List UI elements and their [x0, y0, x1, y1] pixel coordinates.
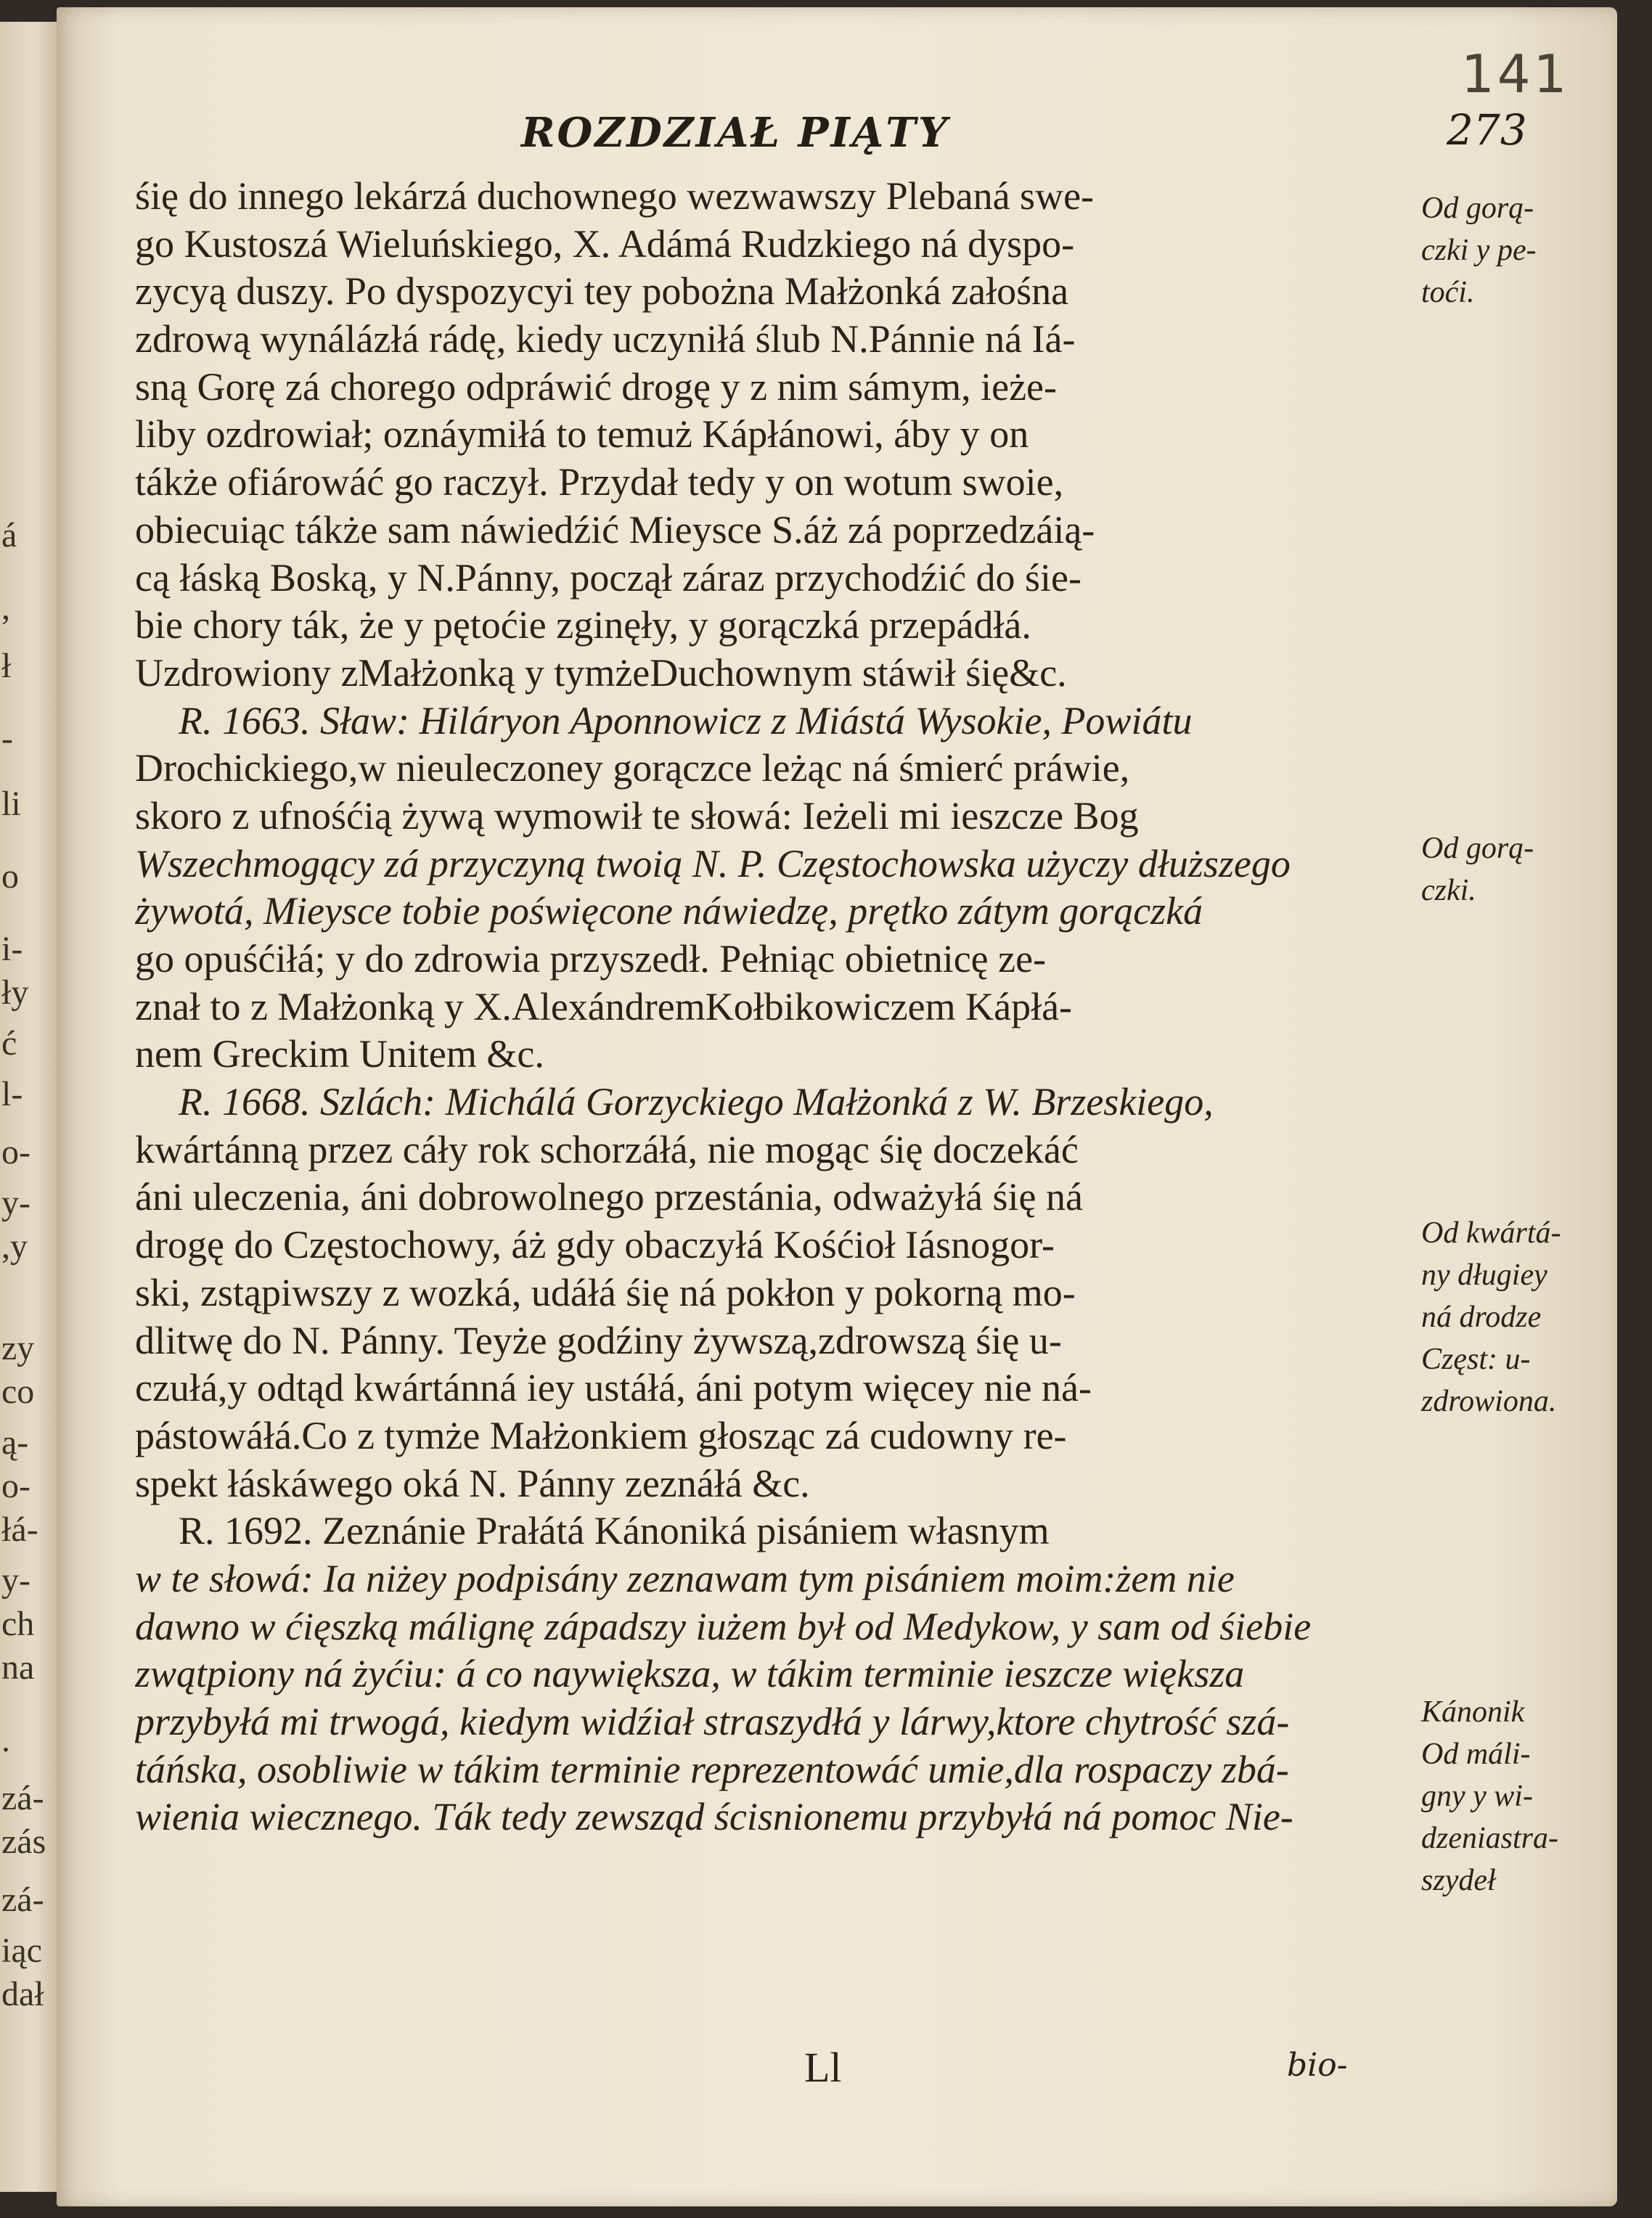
left-page-text-fragment: l-	[1, 1075, 23, 1113]
left-page-text-fragment: co	[1, 1372, 35, 1411]
text-line: śię do innego lekárzá duchownego wezwawszy Plebaná swe-	[135, 174, 1095, 218]
margin-note-line: ná drodze	[1421, 1301, 1542, 1334]
left-page-text-fragment: o-	[1, 1133, 30, 1171]
margin-note-line: zdrowiona.	[1421, 1385, 1557, 1418]
text-line: go opuśćiłá; y do zdrowia przyszedł. Pełniąc obietnicę ze-	[135, 937, 1047, 981]
text-line: znał to z Małżonką y X.AlexándremKołbikowiczem Kápłá-	[135, 984, 1073, 1028]
text-line: tákże ofiárowáć go raczył. Przydał tedy y on wotum swoie,	[135, 460, 1064, 504]
left-page-text-fragment: ,	[1, 589, 10, 627]
text-line: żywotá, Mieysce tobie poświęcone náwiedzę, prętko zátym gorączká	[135, 889, 1203, 933]
text-line: spekt łáskáwego oká N. Pánny zeznáłá &c.	[135, 1461, 810, 1505]
text-line: cą łáską Boską, y N.Pánny, począł záraz przychodźić do śie-	[135, 555, 1081, 599]
text-line: sną Gorę zá chorego odpráwić drogę y z nim sámym, ieże-	[135, 364, 1058, 409]
text-line: Drochickiego,w nieuleczoney gorączce leżąc ná śmierć práwie,	[135, 746, 1130, 790]
left-page-text-fragment: zás	[1, 1822, 46, 1861]
text-line: w te słowá: Ia niżey podpisány zeznawam tym pisániem moim:żem nie	[135, 1556, 1235, 1600]
text-line: dlitwę do N. Pánny. Teyże godźiny żywszą,zdrowszą śię u-	[135, 1318, 1062, 1362]
left-page-text-fragment: .	[1, 1721, 10, 1759]
left-page-text-fragment: dał	[1, 1975, 44, 2013]
margin-note-line: gny y wi-	[1421, 1780, 1533, 1813]
text-line: táńska, osobliwie w tákim terminie reprezentowáć umie,dla rospaczy zbá-	[135, 1747, 1289, 1791]
left-page-text-fragment: ły	[1, 973, 29, 1012]
left-page-text-fragment: ł	[1, 647, 12, 685]
margin-note-line: Od gorą-	[1421, 832, 1534, 865]
text-line: przybyłá mi trwogá, kiedym widźiał straszydłá y lárwy,ktore chytrość szá-	[135, 1700, 1290, 1743]
left-page-fragment	[0, 22, 57, 2192]
margin-note-line: ny długiey	[1421, 1259, 1547, 1292]
left-page-text-fragment: iąc	[1, 1931, 42, 1970]
text-line: zwątpiony ná żyćiu: á co naywiększa, w tákim terminie ieszcze większa	[135, 1652, 1245, 1696]
text-line: zdrową wynálázłá rádę, kiedy uczyniłá ślub N.Pánnie ná Iá-	[135, 317, 1076, 361]
left-page-text-fragment: na	[1, 1648, 35, 1687]
text-line: Uzdrowiony zMałżonką y tymżeDuchownym stáwił śię&c.	[135, 650, 1067, 695]
catchword: bio-	[1287, 2047, 1348, 2084]
left-page-text-fragment: -	[1, 719, 13, 758]
margin-note-line: toći.	[1421, 276, 1475, 309]
left-page-text-fragment: o-	[1, 1467, 30, 1505]
text-line: R. 1692. Zeznánie Prałátá Kánoniká pisániem własnym	[179, 1509, 1050, 1553]
margin-note-line: Kánonik	[1421, 1695, 1525, 1729]
margin-note-line: czki y pe-	[1421, 234, 1537, 267]
left-page-text-fragment: y-	[1, 1184, 30, 1222]
text-line: dawno w ćięszką málignę západszy iużem był od Medykow, y sam od śiebie	[135, 1604, 1312, 1648]
margin-note-line: Od máli-	[1421, 1738, 1531, 1771]
text-line: pástowáłá.Co z tymże Małżonkiem głosząc zá cudowny re-	[135, 1413, 1067, 1457]
body-text	[135, 173, 1420, 1841]
margin-note	[1421, 1691, 1595, 1902]
left-page-text-fragment: ,y	[1, 1227, 28, 1266]
text-line: áni uleczenia, áni dobrowolnego przestánia, odważyłá śię ná	[135, 1175, 1083, 1219]
text-line: czułá,y odtąd kwártánná iey ustáłá, áni potym więcey nie ná-	[135, 1366, 1092, 1410]
left-page-text-fragment: zy	[1, 1329, 35, 1367]
left-page-text-fragment: li	[1, 785, 21, 823]
left-page-text-fragment: i-	[1, 930, 23, 968]
text-line: drogę do Częstochowy, áż gdy obaczyłá Kośćioł Iásnogor-	[135, 1223, 1055, 1267]
bottom-edge	[57, 2206, 1617, 2218]
handwritten-page-number: 141	[1461, 44, 1570, 105]
text-line: R. 1668. Szlách: Michálá Gorzyckiego Małżonká z W. Brzeskiego,	[179, 1080, 1214, 1124]
margin-note-line: dzeniastra-	[1421, 1822, 1558, 1855]
book-page	[57, 7, 1617, 2206]
margin-note-line: czki.	[1421, 874, 1476, 907]
text-line: go Kustoszá Wieluńskiego, X. Adámá Rudzkiego ná dyspo-	[135, 221, 1075, 266]
left-page-text-fragment: o	[1, 857, 19, 896]
text-line: bie chory ták, że y pętoćie zginęły, y gorączká przepádłá.	[135, 603, 1031, 647]
left-page-text-fragment: ć	[1, 1024, 17, 1063]
margin-note-line: szydeł	[1421, 1864, 1496, 1897]
text-line: obiecuiąc tákże sam náwiedźić Mieysce S.áż zá poprzedzáią-	[135, 507, 1095, 552]
signature-mark: Ll	[804, 2044, 842, 2091]
margin-note	[1421, 827, 1595, 912]
text-line: kwártánną przez cáły rok schorzáłá, nie mogąc śię doczekáć	[135, 1127, 1079, 1171]
left-page-text-fragment: zá-	[1, 1881, 44, 1919]
left-page-text-fragment: á	[1, 516, 17, 554]
page-number: 273	[1447, 105, 1527, 155]
margin-note-line: Od gorą-	[1421, 192, 1534, 225]
text-line: R. 1663. Sław: Hiláryon Aponnowicz z Miástá Wysokie, Powiátu	[179, 698, 1193, 742]
left-page-text-fragment: łá-	[1, 1510, 38, 1549]
text-line: ski, zstąpiwszy z wozká, udáłá śię ná pokłon y pokorną mo-	[135, 1270, 1076, 1314]
left-page-text-fragment: y-	[1, 1561, 30, 1600]
text-line: nem Greckim Unitem &c.	[135, 1032, 544, 1076]
margin-note	[1421, 1212, 1595, 1423]
margin-note-line: Od kwártá-	[1421, 1216, 1561, 1250]
left-page-text-fragment: ą-	[1, 1423, 29, 1462]
text-line: skoro z ufnośćią żywą wymowił te słowá: Ieżeli mi ieszcze Bog	[135, 793, 1139, 838]
left-page-text-fragment: zá-	[1, 1779, 44, 1817]
margin-note-line: Częst: u-	[1421, 1343, 1531, 1376]
text-line: Wszechmogący zá przyczyną twoią N. P. Częstochowska użyczy dłuższego	[135, 841, 1291, 885]
text-line: liby ozdrowiał; oznáymiłá to temuż Kápłánowi, áby y on	[135, 412, 1029, 457]
margin-note	[1421, 187, 1595, 314]
left-page-text-fragment: ch	[1, 1605, 35, 1643]
text-line: zycyą duszy. Po dyspozycyi tey pobożna Małżonká załośna	[135, 269, 1069, 314]
running-head: ROZDZIAŁ PIĄTY	[521, 109, 949, 157]
text-line: wienia wiecznego. Ták tedy zewsząd ścisnionemu przybyłá ná pomoc Nie-	[135, 1795, 1293, 1839]
